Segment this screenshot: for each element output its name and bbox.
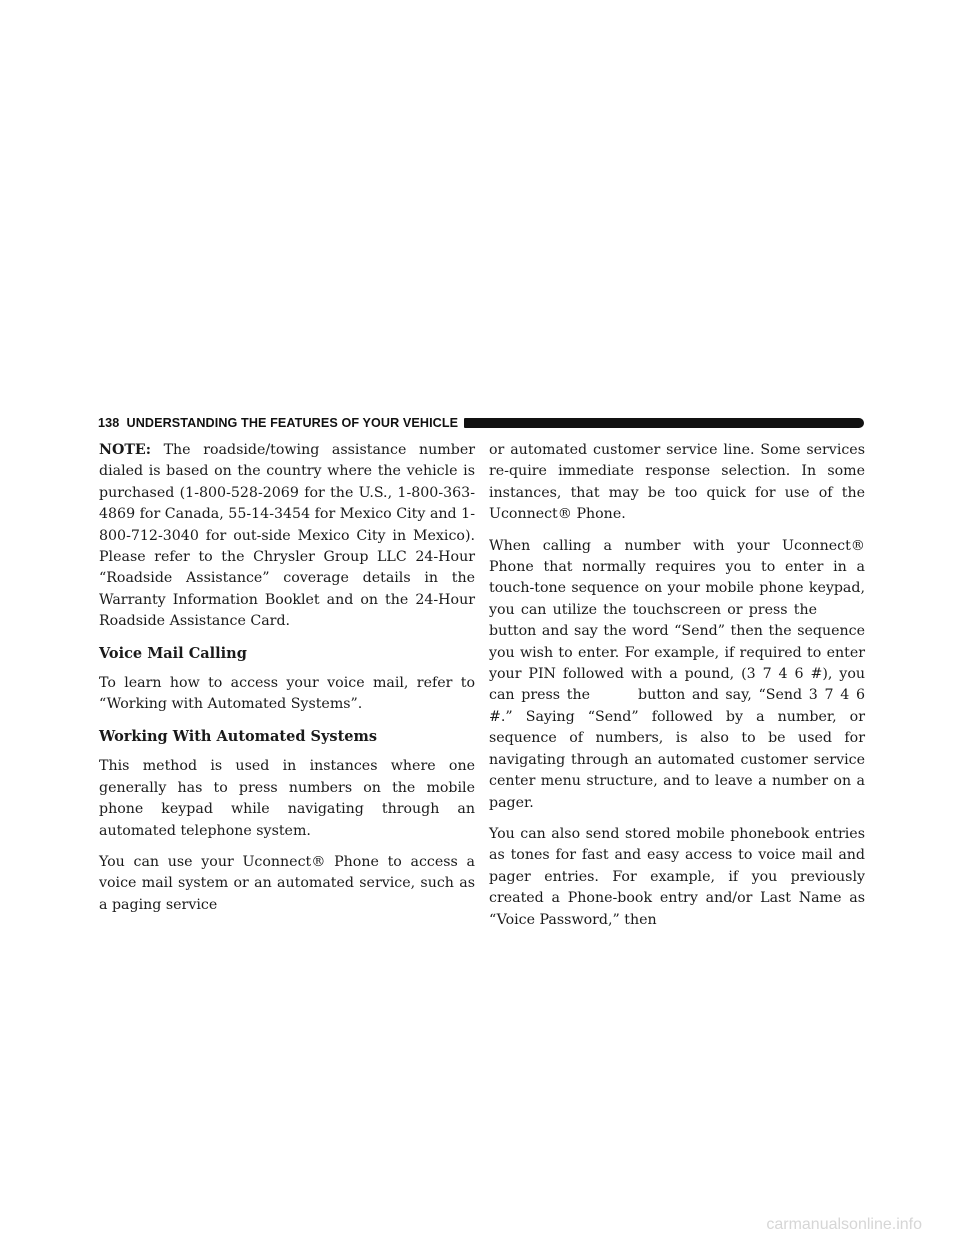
note-text: The roadside/towing assistance number dialed is based on the country where the vehicle is purchased (1-800-528-2069 for the U.S., 1-800-363-4869 for Canada, 55-14-3454 for Mexico City and 1-800-712-3040 for out-side Mexico City in Mexico). Please refer to the Chrysler Group LLC 24-Hour “Roadside Assistance” coverage details in the Warranty Information Booklet and on the 24-Hour Roadside Assistance Card. (99, 442, 476, 630)
send-sequence-paragraph (489, 536, 865, 814)
section-title: UNDERSTANDING THE FEATURES OF YOUR VEHICLE (126, 416, 459, 430)
heading-voice-mail-calling: Voice Mail Calling (99, 644, 247, 662)
send-text-part-3: button and say, “Send 3 7 4 6 #.” Saying “Send” followed by a number, or sequence of numbers, is also to be used for navigating through an automated customer service center menu structure, and to leave a number on a pager. (489, 687, 865, 811)
header-text (98, 416, 458, 430)
automated-paragraph-2: You can use your Uconnect® Phone to access a voice mail system or an automated service, such as a paging service (99, 853, 475, 913)
watermark: carmanualsonline.info (766, 1216, 922, 1233)
note-paragraph (99, 440, 475, 633)
right-column (489, 440, 865, 941)
continued-paragraph: or automated customer service line. Some services re-quire immediate response selection. In some instances, that may be too quick for use of the Uconnect® Phone. (489, 442, 865, 523)
heading-working-with-automated-systems: Working With Automated Systems (99, 727, 378, 745)
send-text-part-2: button and say the word “Send” then the sequence you wish to enter. For example, if required to enter your PIN followed with a pound, (3 7 4 6 #), you can press the (489, 623, 865, 704)
send-text-part-1: When calling a number with your Uconnect® Phone that normally requires you to enter in a touch-tone sequence on your mobile phone keypad, you can utilize the touchscreen or press the (489, 537, 865, 618)
page-header (98, 414, 864, 436)
page-number: 138 (98, 416, 120, 430)
phonebook-tones-paragraph: You can also send stored mobile phonebook entries as tones for fast and easy access to voice mail and pager entries. For example, if you previously created a Phone-book entry and/or Last Name as “Voice Password,” then (489, 825, 865, 928)
automated-paragraph-1: This method is used in instances where one generally has to press numbers on the mobile phone keypad while navigating through an automated telephone system. (99, 758, 475, 839)
note-label: NOTE: (99, 442, 151, 458)
voice-mail-paragraph: To learn how to access your voice mail, refer to “Working with Automated Systems”. (99, 675, 475, 713)
header-rule (464, 418, 864, 428)
left-column (99, 440, 475, 926)
